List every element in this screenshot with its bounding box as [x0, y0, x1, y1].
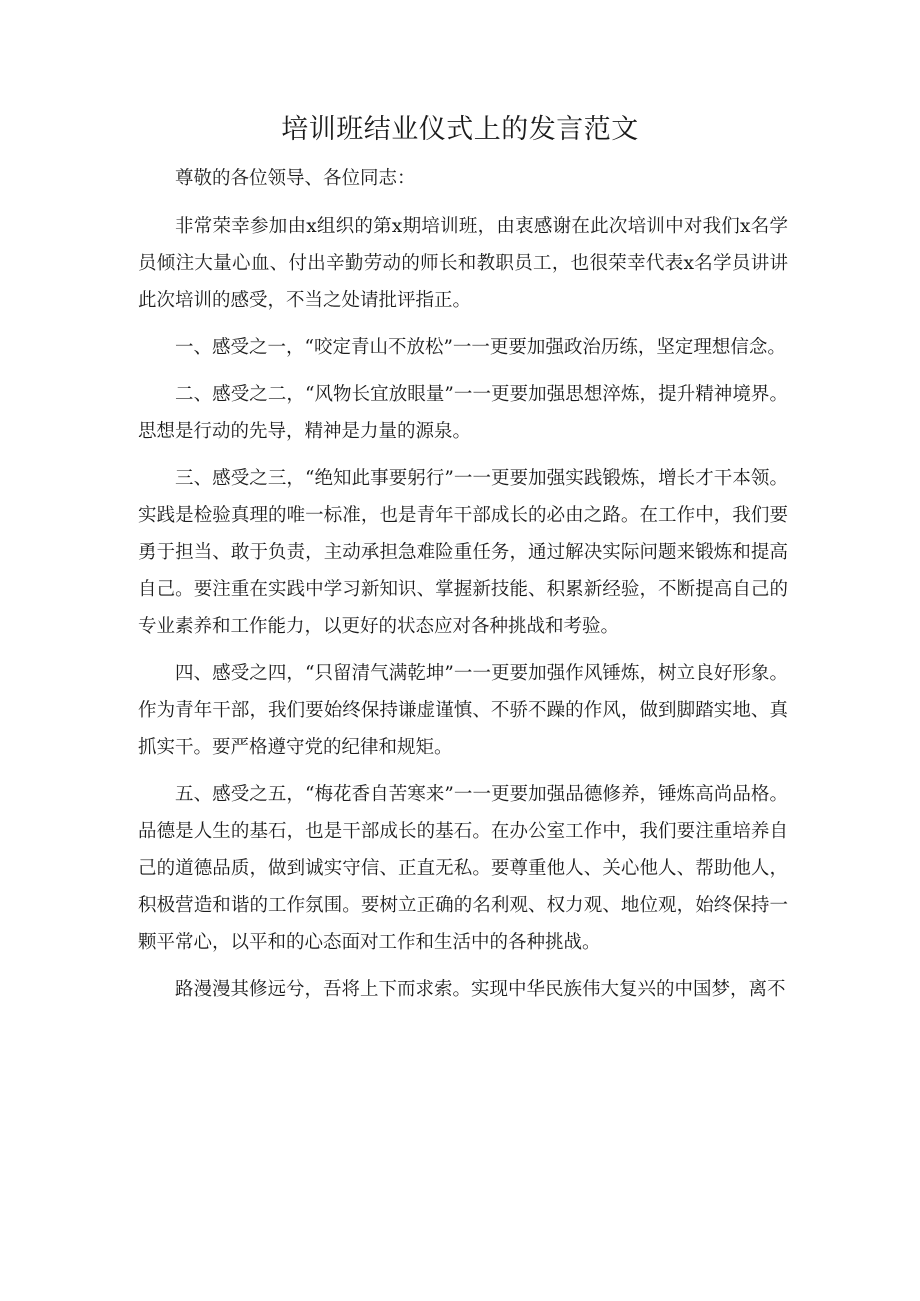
paragraph-feeling-5: 五、感受之五，“梅花香自苦寒来”一一更要加强品德修养，锤炼高尚品格。品德是人生的基石，也是干部成长的基石。在办公室工作中，我们要注重培养自己的道德品质，做到诚实守信、正直无私。要尊重他人、关心他人、帮助他人，积极营造和谐的工作氛围。要树立正确的名利观、权力观、地位观，始终保持一颗平常心，以平和的心态面对工作和生活中的各种挑战。 — [138, 784, 788, 953]
paragraph-feeling-3: 三、感受之三，“绝知此事要躬行”一一更要加强实践锻炼，增长才干本领。实践是检验真理的唯一标准，也是青年干部成长的必由之路。在工作中，我们要勇于担当、敢于负责，主动承担急难险重任务，通过解决实际问题来锻炼和提高自己。要注重在实践中学习新知识、掌握新技能、积累新经验，不断提高自己的专业素养和工作能力，以更好的状态应对各种挑战和考验。 — [138, 468, 788, 637]
salutation: 尊敬的各位领导、各位同志： — [175, 168, 416, 189]
paragraph-feeling-4: 四、感受之四，“只留清气满乾坤”一一更要加强作风锤炼，树立良好形象。作为青年干部，我们要始终保持谦虚谨慎、不骄不躁的作风，做到脚踏实地、真抓实干。要严格遵守党的纪律和规矩。 — [138, 663, 788, 758]
document-body — [138, 160, 788, 1018]
paragraph-closing: 路漫漫其修远兮，吾将上下而求索。实现中华民族伟大复兴的中国梦，离不 — [175, 979, 786, 1000]
paragraph-feeling-2: 二、感受之二，“风物长宜放眼量”一一更要加强思想淬炼，提升精神境界。思想是行动的先导，精神是力量的源泉。 — [138, 384, 788, 442]
document-title: 培训班结业仪式上的发言范文 — [281, 114, 639, 145]
paragraph-intro: 非常荣幸参加由x组织的第x期培训班，由衷感谢在此次培训中对我们x名学员倾注大量心血、付出辛勤劳动的师长和教职员工，也很荣幸代表x名学员讲讲此次培训的感受，不当之处请批评指正。 — [138, 216, 788, 311]
paragraph-feeling-1: 一、感受之一，“咬定青山不放松”一一更要加强政治历练，坚定理想信念。 — [175, 337, 786, 358]
